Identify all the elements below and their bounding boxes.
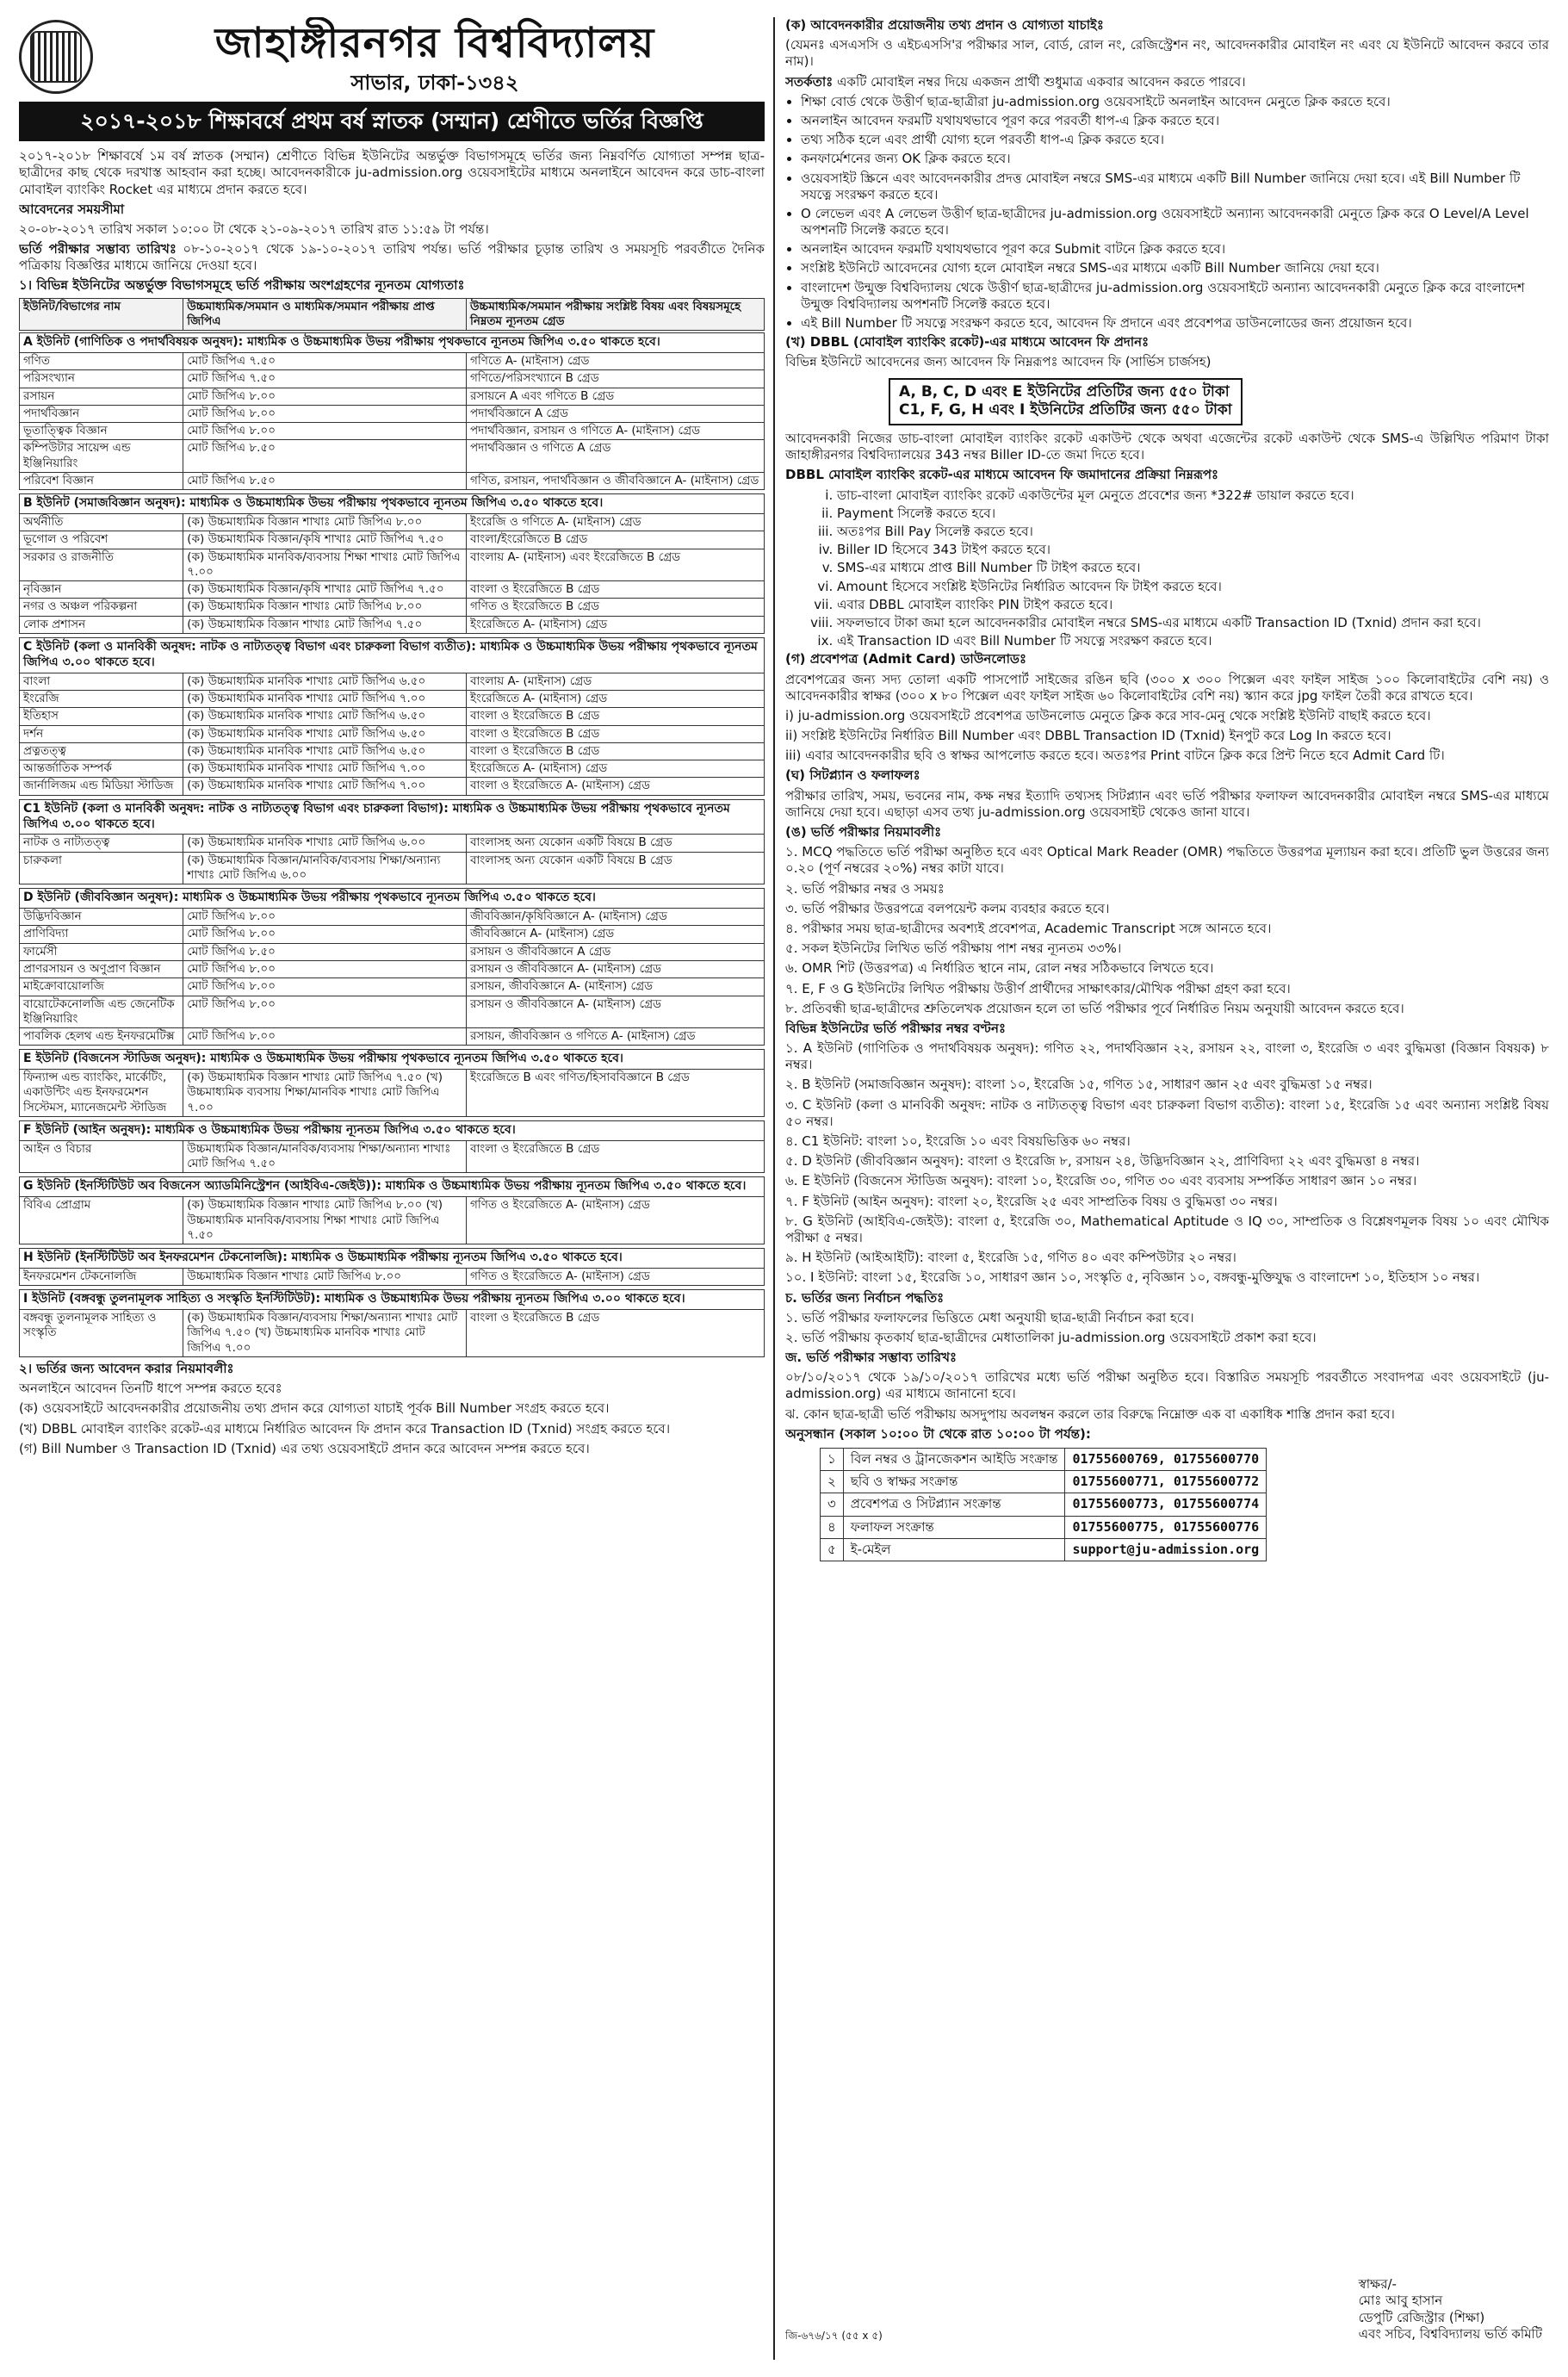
table-row: [20, 353, 765, 370]
unit-heading: E ইউনিট (বিজনেস স্টাডিজ অনুষদ): মাধ্যমিক ও উচ্চমাধ্যমিক উভয় পরীক্ষায় পৃথকভাবে ন্যূনতম জিপিএ ৩.৫০ থাকতে হবে।: [19, 1049, 765, 1069]
gpa-cell: মোট জিপিএ ৮.০০: [183, 388, 467, 405]
help-serial: ৪: [821, 1516, 844, 1538]
table-row: [20, 960, 765, 977]
table-row: [20, 691, 765, 708]
list-item: • সংশ্লিষ্ট ইউনিটে আবেদনের যোগ্য হলে মোবাইল নম্বরে SMS-এর মাধ্যমে একটি Bill Number জানিয়ে দেয়া হবে।: [801, 260, 1549, 276]
unit-block: [19, 799, 765, 885]
subject-grade-cell: বাংলাসহ অন্য যেকোন একটি বিষয়ে B গ্রেড: [466, 835, 764, 852]
exam-date-text: ০৮-১০-২০১৭ থেকে ১৯-১০-২০১৭ তারিখ পর্যন্ত। ভর্তি পরীক্ষার চূড়ান্ত তারিখ ও সময়সূচি পরবর্তীতে দৈনিক পত্রিকায় বিজ্ঞপ্তির মাধ্যমে জানিয়ে দেওয়া হবে।: [19, 241, 765, 274]
help-contact: 01755600769, 01755600770: [1065, 1449, 1267, 1471]
dept-name-cell: আইন ও বিচার: [20, 1140, 183, 1173]
table-row: [20, 760, 765, 778]
payment-step: iii. অতঃপর Bill Pay সিলেক্ট করতে হবে।: [837, 524, 1549, 540]
dept-name-cell: বিবিএ প্রোগ্রাম: [20, 1197, 183, 1244]
subject-grade-cell: রসায়ন, জীববিজ্ঞানে A- (মাইনাস) গ্রেড: [466, 978, 764, 996]
gpa-cell: মোট জিপিএ ৮.০০: [183, 960, 467, 977]
subject-grade-cell: গণিত ও ইংরেজিতে A- (মাইনাস) গ্রেড: [466, 1197, 764, 1244]
unit-block: [19, 1120, 765, 1173]
subject-grade-cell: গণিতে A- (মাইনাস) গ্রেড: [466, 353, 764, 370]
help-contact: 01755600773, 01755600774: [1065, 1493, 1267, 1516]
gpa-cell: মোট জিপিএ ৮.০০: [183, 996, 467, 1028]
marks-dist-line: ৩. C ইউনিট (কলা ও মানবিকী অনুষদ: নাটক ও নাট্যতত্ত্ব বিভাগ এবং চারুকলা বিভাগ ব্যতীত): বাংলা ১৫, ইংরেজি ১৫ এবং অন্যান্য সংশ্লিষ্ট বিষয় ৫০ নম্বর।: [785, 1096, 1549, 1129]
unit-heading: A ইউনিট (গাণিতিক ও পদার্থবিষয়ক অনুষদ): মাধ্যমিক ও উচ্চমাধ্যমিক উভয় পরীক্ষায় পৃথকভাবে ন্যূনতম জিপিএ ৩.৫০ থাকতে হবে।: [19, 332, 765, 352]
table-row: [20, 943, 765, 960]
subject-grade-cell: পদার্থবিজ্ঞান ও গণিতে A গ্রেড: [466, 440, 764, 473]
col-header-unit: ইউনিট/বিভাগের নাম: [20, 298, 183, 331]
signature-name: মোঃ আবু হাসান: [1358, 2293, 1443, 2309]
units-list: [19, 332, 765, 1357]
header: [19, 17, 765, 96]
table-row: [20, 514, 765, 531]
help-topic: ই-মেইল: [843, 1538, 1065, 1561]
apply-rule-line: অনলাইনে আবেদন তিনটি ধাপে সম্পন্ন করতে হবেঃ: [19, 1381, 282, 1397]
unit-heading: H ইউনিট (ইনস্টিটিউট অব ইনফরমেশন টেকনোলজি): মাধ্যমিক ও উচ্চমাধ্যমিক পরীক্ষায় ন্যূনতম জিপিএ ৩.৫০ থাকতে হবে।: [19, 1248, 765, 1268]
unit-table: [19, 1069, 765, 1117]
subject-grade-cell: ইংরেজি ও গণিতে A- (মাইনাস) গ্রেড: [466, 514, 764, 531]
gpa-cell: (ক) উচ্চমাধ্যমিক বিজ্ঞান/মানবিক/ব্যবসায় শিক্ষা/অন্যান্য শাখাঃ মোট জিপিএ ৬.০০: [183, 852, 467, 884]
help-contact: 01755600775, 01755600776: [1065, 1516, 1267, 1538]
list-item: • শিক্ষা বোর্ড থেকে উত্তীর্ণ ছাত্র-ছাত্রীরা ju-admission.org ওয়েবসাইটে অনলাইন আবেদন মেনুতে ক্লিক করতে হবে।: [801, 94, 1549, 110]
gpa-cell: উচ্চমাধ্যমিক বিজ্ঞান/মানবিক/ব্যবসায় শিক্ষা/অন্যান্য শাখাঃ মোট জিপিএ ৭.৫০: [183, 1140, 467, 1173]
col-header-gpa: উচ্চমাধ্যমিক/সমমান ও মাধ্যমিক/সমমান পরীক্ষায় প্রাপ্ত জিপিএ: [183, 298, 467, 331]
dept-name-cell: কম্পিউটার সায়েন্স এন্ড ইঞ্জিনিয়ারিং: [20, 440, 183, 473]
unit-block: [19, 332, 765, 490]
gpa-cell: (ক) উচ্চমাধ্যমিক বিজ্ঞান শাখাঃ মোট জিপিএ ৮.০০ (খ) উচ্চমাধ্যমিক মানবিক/ব্যবসায় শিক্ষা শাখাঃ মোট জিপিএ ৭.৫০: [183, 1197, 467, 1244]
gpa-cell: (ক) উচ্চমাধ্যমিক মানবিক শাখাঃ মোট জিপিএ ৬.৫০: [183, 708, 467, 725]
subject-grade-cell: জীববিজ্ঞান/কৃষিবিজ্ঞানে A- (মাইনাস) গ্রেড: [466, 909, 764, 926]
dept-name-cell: রসায়ন: [20, 388, 183, 405]
dept-name-cell: ইতিহাস: [20, 708, 183, 725]
list-item: • O লেভেল এবং A লেভেল উত্তীর্ণ ছাত্র-ছাত্রীদের ju-admission.org ওয়েবসাইটে অন্যান্য আবেদনকারী মেনুতে ক্লিক করে O Level/A Level অপশনটি সিলেক্ট করতে হবে।: [801, 206, 1549, 239]
apply-rule-line: (গ) Bill Number ও Transaction ID (Txnid) এর তথ্য ওয়েবসাইটে প্রদান করে আবেদন সম্পন্ন করতে হবে।: [19, 1440, 590, 1456]
university-address: সাভার, ঢাকা-১৩৪২: [350, 71, 519, 96]
gpa-cell: (ক) উচ্চমাধ্যমিক মানবিক/ব্যবসায় শিক্ষা শাখাঃ মোট জিপিএ ৭.০০: [183, 549, 467, 581]
admit-card-title: (গ) প্রবেশপত্র (Admit Card) ডাউনলোডঃ: [785, 651, 1026, 667]
table-row: [20, 388, 765, 405]
gpa-cell: মোট জিপিএ ৮.০০: [183, 926, 467, 943]
exam-rule-line: ৫. সকল ইউনিটের লিখিত ভর্তি পরীক্ষায় পাশ নম্বর ন্যূনতম ৩৩%।: [785, 940, 1122, 957]
exam-rule-line: ২. ভর্তি পরীক্ষার নম্বর ও সময়ঃ: [785, 880, 945, 897]
subject-grade-cell: বাংলা ও ইংরেজিতে B গ্রেড: [466, 725, 764, 742]
gpa-cell: (ক) উচ্চমাধ্যমিক মানবিক শাখাঃ মোট জিপিএ ৭.০০: [183, 691, 467, 708]
helpline-table: [820, 1448, 1267, 1561]
dept-name-cell: বাংলা: [20, 673, 183, 690]
table-row: [20, 778, 765, 795]
dept-name-cell: দর্শন: [20, 725, 183, 742]
help-topic: বিল নম্বর ও ট্রানজেকশন আইডি সংক্রান্ত: [843, 1449, 1065, 1471]
table-row: [20, 370, 765, 388]
subject-grade-cell: বাংলা ও ইংরেজিতে B গ্রেড: [466, 581, 764, 599]
subject-grade-cell: রসায়ন ও জীববিজ্ঞানে A গ্রেড: [466, 943, 764, 960]
dept-name-cell: পরিবেশ বিজ্ঞান: [20, 472, 183, 489]
gpa-cell: উচ্চমাধ্যমিক বিজ্ঞান শাখাঃ মোট জিপিএ ৮.০০: [183, 1269, 467, 1286]
subject-grade-cell: বাংলা ও ইংরেজিতে B গ্রেড: [466, 1310, 764, 1357]
dept-name-cell: পদার্থবিজ্ঞান: [20, 405, 183, 422]
table-row: [20, 708, 765, 725]
gpa-cell: (ক) উচ্চমাধ্যমিক বিজ্ঞান শাখাঃ মোট জিপিএ ৮.০০: [183, 514, 467, 531]
subject-grade-cell: বাংলা ও ইংরেজিতে B গ্রেড: [466, 1140, 764, 1173]
table-row: [20, 405, 765, 422]
admit-card-line: প্রবেশপত্রের জন্য সদ্য তোলা একটি পাসপোর্ট সাইজের রঙিন ছবি (৩০০ x ৩০০ পিক্সেল এবং ফাইল সাইজ ১০০ কিলোবাইটের বেশি নয়) ও আবেদনকারীর স্বাক্ষর (৩০০ x ৮০ পিক্সেল এবং ফাইল সাইজ ৬০ কিলোবাইটের বেশি নয়) স্ক্যান করে jpg ফাইল তৈরী করে রাখতে হবে।: [785, 671, 1549, 704]
unit-table: [19, 513, 765, 634]
help-topic: ছবি ও স্বাক্ষর সংক্রান্ত: [843, 1471, 1065, 1493]
payment-step: i. ডাচ-বাংলা মোবাইল ব্যাংকিং রকেট একাউন্টের মূল মেনুতে প্রবেশের জন্য *322# ডায়াল করতে হবে।: [837, 487, 1549, 504]
payment-step: ii. Payment সিলেক্ট করতে হবে।: [837, 506, 1549, 522]
dept-name-cell: উদ্ভিদবিজ্ঞান: [20, 909, 183, 926]
notice-title: ২০১৭-২০১৮ শিক্ষাবর্ষে প্রথম বর্ষ স্নাতক (সম্মান) শ্রেণীতে ভর্তির বিজ্ঞপ্তি: [19, 102, 765, 141]
possible-date-text: ০৮/১০/২০১৭ থেকে ১৯/১০/২০১৭ তারিখের মধ্যে ভর্তি পরীক্ষা অনুষ্ঠিত হবে। বিস্তারিত সময়সূচি পরবর্তীতে সংবাদপত্র এবং ওয়েবসাইটে (ju-admission.org) এর মাধ্যমে জানানো হবে।: [785, 1369, 1549, 1402]
exam-rule-line: ৮. প্রতিবন্ধী ছাত্র-ছাত্রীদের শ্রুতিলেখক প্রয়োজন হলে তা ভর্তি পরীক্ষার পূর্বে নির্ধারিত নিয়ম অনুযায়ী আবেদন করতে হবে।: [785, 1000, 1404, 1016]
gpa-cell: (ক) উচ্চমাধ্যমিক মানবিক শাখাঃ মোট জিপিএ ৬.৫০: [183, 673, 467, 690]
table-row: [20, 1028, 765, 1046]
selection-title: চ. ভর্তির জন্য নির্বাচন পদ্ধতিঃ: [785, 1289, 945, 1306]
unit-table: [19, 908, 765, 1046]
eligibility-title: ১। বিভিন্ন ইউনিটের অন্তর্ভুক্ত বিভাগসমূহে ভর্তি পরীক্ষায় অংশগ্রহণের ন্যূনতম যোগ্যতাঃ: [19, 277, 465, 294]
left-column: [19, 17, 775, 2360]
marks-dist-line: ৯. H ইউনিট (আইআইটি): বাংলা ৫, ইংরেজি ১৫, গণিত ৪০ এবং কম্পিউটার ২০ নম্বর।: [785, 1250, 1236, 1266]
table-row: [821, 1449, 1267, 1471]
dept-name-cell: জার্নালিজম এন্ড মিডিয়া স্টাডিজ: [20, 778, 183, 795]
table-row: [821, 1471, 1267, 1493]
table-row: [20, 1269, 765, 1286]
unit-heading: I ইউনিট (বঙ্গবন্ধু তুলনামূলক সাহিত্য ও সংস্কৃতি ইনস্টিটিউট): মাধ্যমিক ও উচ্চমাধ্যমিক উভয় পরীক্ষায় ন্যূনতম জিপিএ ৩.০০ থাকতে হবে।: [19, 1289, 765, 1309]
table-row: [821, 1516, 1267, 1538]
table-row: [20, 440, 765, 473]
gpa-cell: (ক) উচ্চমাধ্যমিক মানবিক শাখাঃ মোট জিপিএ ৭.০০: [183, 778, 467, 795]
table-row: [20, 599, 765, 616]
exam-date-label: ভর্তি পরীক্ষার সম্ভাব্য তারিখঃ: [19, 241, 177, 258]
subject-grade-cell: ইংরেজিতে A- (মাইনাস) গ্রেড: [466, 760, 764, 778]
table-row: [20, 909, 765, 926]
gpa-cell: (ক) উচ্চমাধ্যমিক বিজ্ঞান/কৃষি শাখাঃ মোট জিপিএ ৭.৫০: [183, 531, 467, 549]
dept-name-cell: ফিন্যান্স এন্ড ব্যাংকিং, মার্কেটিং, একাউন্টিং এন্ড ইনফরমেশন সিস্টেমস, ম্যানেজমেন্ট স্টাডিজ: [20, 1070, 183, 1117]
subject-grade-cell: বাংলা ও ইংরেজিতে B গ্রেড: [466, 708, 764, 725]
possible-date-title: জ. ভর্তি পরীক্ষার সম্ভাব্য তারিখঃ: [785, 1350, 958, 1366]
table-row: [20, 852, 765, 884]
admit-card-line: ii) সংশ্লিষ্ট ইউনিটের নির্ধারিত Bill Number এবং DBBL Transaction ID (Txnid) ইনপুট করে Log In করতে হবে।: [785, 728, 1391, 744]
unit-table: [19, 1196, 765, 1244]
unit-heading: C1 ইউনিট (কলা ও মানবিকী অনুষদ: নাটক ও নাট্যতত্ত্ব বিভাগ এবং চারুকলা বিভাগ): মাধ্যমিক ও উচ্চমাধ্যমিক উভয় পরীক্ষায় পৃথকভাবে ন্যূনতম জিপিএ ৩.০০ থাকতে হবে।: [19, 799, 765, 835]
unit-table: [19, 1140, 765, 1174]
list-item: • অনলাইন আবেদন ফরমটি যথাযথভাবে পূরণ করে পরবর্তী ধাপ-এ ক্লিক করতে হবে।: [801, 113, 1549, 129]
list-item: • অনলাইন আবেদন ফরমটি যথাযথভাবে পূরণ করে Submit বাটনে ক্লিক করতে হবে।: [801, 241, 1549, 258]
unit-heading: F ইউনিট (আইন অনুষদ): মাধ্যমিক ও উচ্চমাধ্যমিক উভয় পরীক্ষায় ন্যূনতম জিপিএ ৩.৫০ থাকতে হবে।: [19, 1120, 765, 1140]
table-row: [20, 926, 765, 943]
fee-label: বিভিন্ন ইউনিটে আবেদনের জন্য আবেদন ফি নিম্নরূপঃ আবেদন ফি (সার্ভিস চার্জসহ): [785, 354, 1212, 370]
payment-step: vii. এবার DBBL মোবাইল ব্যাংকিং PIN টাইপ করতে হবে।: [837, 597, 1549, 613]
unit-table: [19, 673, 765, 796]
marks-dist-line: ৮. G ইউনিট (আইবিএ-জেইউ): বাংলা ৫, ইংরেজি ৩০, Mathematical Aptitude ও IQ ৩০, সাম্প্রতিক ও বিশ্লেষণমূলক বিষয় ১০ এবং মৌখিক পরীক্ষা ৫ নম্বর।: [785, 1213, 1549, 1245]
seatplan-text: পরীক্ষার তারিখ, সময়, ভবনের নাম, কক্ষ নম্বর ইত্যাদি তথ্যসহ সিটপ্ল্যান এবং ভর্তি পরীক্ষার ফলাফল আবেদনকারীর মোবাইল নম্বরে SMS-এর মাধ্যমে জানিয়ে দেয়া হবে। এছাড়া এসব তথ্য ju-admission.org ওয়েবসাইট থেকেও জানা যাবে।: [785, 787, 1549, 820]
list-item: • এই Bill Number টি সযত্নে সংরক্ষণ করতে হবে, আবেদন ফি প্রদানে এবং প্রবেশপত্র ডাউনলোডের জন্য প্রয়োজন হবে।: [801, 315, 1549, 332]
help-topic: ফলাফল সংক্রান্ত: [843, 1516, 1065, 1538]
gpa-cell: মোট জিপিএ ৮.৫০: [183, 440, 467, 473]
dept-name-cell: প্রাণরসায়ন ও অণুপ্রাণ বিজ্ঞান: [20, 960, 183, 977]
period-text: ২০-০৮-২০১৭ তারিখ সকাল ১০:০০ টা থেকে ২১-০৯-২০১৭ তারিখ রাত ১১:৫৯ টা পর্যন্ত।: [19, 220, 489, 237]
intro-text: ২০১৭-২০১৮ শিক্ষাবর্ষে ১ম বর্ষ স্নাতক (সম্মান) শ্রেণীতে বিভিন্ন ইউনিটের অন্তর্ভুক্ত বিভাগসমূহে ভর্তির জন্য নিম্নবর্ণিত যোগ্যতা সম্পন্ন ছাত্র-ছাত্রীদের কাছ থেকে দরখাস্ত আহবান করা হচ্ছে। আবেদনকারীকে ju-admission.org ওয়েবসাইটের মাধ্যমে অনলাইনে আবেদন করে ডাচ-বাংলা মোবাইল ব্যাংকিং Rocket এর মাধ্যমে প্রদান করতে হবে।: [19, 148, 765, 197]
subject-grade-cell: গণিত ও ইংরেজিতে A- (মাইনাস) গ্রেড: [466, 1269, 764, 1286]
unit-block: [19, 888, 765, 1046]
table-row: [20, 1197, 765, 1244]
list-item: • বাংলাদেশ উন্মুক্ত বিশ্ববিদ্যালয় থেকে উত্তীর্ণ ছাত্র-ছাত্রীদের ju-admission.org ওয়েবসাইটে অন্যান্য আবেদনকারী মেনুতে ক্লিক করে বাংলাদেশ উন্মুক্ত বিশ্ববিদ্যালয় অপশনটি সিলেক্ট করতে হবে।: [801, 280, 1549, 313]
table-row: [821, 1538, 1267, 1561]
subject-grade-cell: ইংরেজিতে B এবং গণিত/হিসাববিজ্ঞানে B গ্রেড: [466, 1070, 764, 1117]
subject-grade-cell: বাংলায় A- (মাইনাস) এবং ইংরেজিতে B গ্রেড: [466, 549, 764, 581]
gpa-cell: (ক) উচ্চমাধ্যমিক বিজ্ঞান শাখাঃ মোট জিপিএ ৭.৫০ (খ) উচ্চমাধ্যমিক ব্যবসায় শিক্ষা/মানবিক শাখাঃ মোট জিপিএ ৭.০০: [183, 1070, 467, 1117]
payment-step: vi. Amount হিসেবে সংশ্লিষ্ট ইউনিটের নির্ধারিত আবেদন ফি টাইপ করতে হবে।: [837, 579, 1549, 595]
fee-text: আবেদনকারী নিজের ডাচ-বাংলা মোবাইল ব্যাংকিং রকেট একাউন্ট থেকে অথবা এজেন্টের রকেট একাউন্ট থেকে SMS-এ উল্লিখিত পরিমাণ টাকা জাহাঙ্গীরনগর বিশ্ববিদ্যালয়ের 343 নম্বর Biller ID-তে জমা দিতে হবে।: [785, 431, 1549, 463]
subject-grade-cell: বাংলাসহ অন্য যেকোন একটি বিষয়ে B গ্রেড: [466, 852, 764, 884]
gpa-cell: (ক) উচ্চমাধ্যমিক বিজ্ঞান শাখাঃ মোট জিপিএ ৮.০০: [183, 599, 467, 616]
table-row: [20, 1140, 765, 1173]
dept-name-cell: বায়োটেকনোলজি এন্ড জেনেটিক ইঞ্জিনিয়ারিং: [20, 996, 183, 1028]
info-text: (যেমনঃ এসএসসি ও এইচএসসি'র পরীক্ষার সাল, বোর্ড, রোল নং, রেজিস্ট্রেশন নং, আবেদনকারীর মোবাইল নং এবং যে ইউনিটে আবেদন করবে তার নাম)।: [785, 37, 1549, 70]
help-topic: প্রবেশপত্র ও সিটপ্ল্যান সংক্রান্ত: [843, 1493, 1065, 1516]
exam-rules-title: (ঙ) ভর্তি পরীক্ষার নিয়মাবলীঃ: [785, 824, 942, 840]
list-item: • কনফার্মেশনের জন্য OK ক্লিক করতে হবে।: [801, 151, 1549, 167]
admit-card-line: i) ju-admission.org ওয়েবসাইটে প্রবেশপত্র ডাউনলোড মেনুতে ক্লিক করে সাব-মেনু থেকে সংশ্লিষ্ট ইউনিট বাছাই করতে হবে।: [785, 707, 1431, 723]
unit-table: [19, 1268, 765, 1286]
exam-rule-line: ১. MCQ পদ্ধতিতে ভর্তি পরীক্ষা অনুষ্ঠিত হবে এবং Optical Mark Reader (OMR) পদ্ধতিতে উত্তরপত্র মূল্যায়ন করা হবে। প্রতিটি ভুল উত্তরের জন্য ০.২০ (পূর্ণ নম্বরের ২০%) নম্বর কাটা যাবে।: [785, 844, 1549, 877]
dept-name-cell: ইনফরমেশন টেকনোলজি: [20, 1269, 183, 1286]
admit-card-lines: [785, 672, 1549, 765]
dept-name-cell: প্রত্নতত্ত্ব: [20, 742, 183, 760]
signature-block: [1359, 2276, 1542, 2343]
unit-heading: C ইউনিট (কলা ও মানবিকী অনুষদ: নাটক ও নাট্যতত্ত্ব বিভাগ এবং চারুকলা বিভাগ ব্যতীত): মাধ্যমিক ও উচ্চমাধ্যমিক উভয় পরীক্ষায় পৃথকভাবে ন্যূনতম জিপিএ ৩.০০ থাকতে হবে।: [19, 637, 765, 673]
admit-card-line: iii) এবার আবেদনকারীর ছবি ও স্বাক্ষর আপলোড করতে হবে। অতঃপর Print বাটনে ক্লিক করে প্রিন্ট নিতে হবে Admit Card টি।: [785, 748, 1445, 764]
table-row: [821, 1493, 1267, 1516]
right-column: [785, 17, 1549, 2360]
helpline-intro: অনুসন্ধান (সকাল ১০:০০ টা থেকে রাত ১০:০০ টা পর্যন্ত):: [785, 1425, 1091, 1442]
gpa-cell: (ক) উচ্চমাধ্যমিক মানবিক শাখাঃ মোট জিপিএ ৬.৫০: [183, 725, 467, 742]
help-serial: ৫: [821, 1538, 844, 1561]
help-contact: 01755600771, 01755600772: [1065, 1471, 1267, 1493]
marks-dist-line: ৬. E ইউনিট (বিজনেস স্টাডিজ অনুষদ): বাংলা ১০, ইংরেজি ৩০, গণিত ৩০ এবং ব্যবসায় সম্পর্কিত সাধারণ জ্ঞান ১০ নম্বর।: [785, 1173, 1417, 1189]
payment-steps-title: DBBL মোবাইল ব্যাংকিং রকেট-এর মাধ্যমে আবেদন ফি জমাদানের প্রক্রিয়া নিম্নরূপঃ: [785, 467, 1219, 483]
marks-dist-line: ১. A ইউনিট (গাণিতিক ও পদার্থবিষয়ক অনুষদ): গণিত ২২, পদার্থবিজ্ঞান ২২, রসায়ন ২২, বাংলা ৩, ইংরেজি ৩ এবং বুদ্ধিমত্তা (বিজ্ঞান বিষয়ক) ৮ নম্বর।: [785, 1040, 1549, 1073]
penalty-text: ঝ. কোন ছাত্র-ছাত্রী ভর্তি পরীক্ষায় অসদুপায় অবলম্বন করলে তার বিরুদ্ধে নিম্নোক্ত এক বা একাধিক শাস্তি প্রদান করা হবে।: [785, 1406, 1395, 1422]
selection-line: ২. ভর্তি পরীক্ষায় কৃতকার্য ছাত্র-ছাত্রীদের মেধাতালিকা ju-admission.org ওয়েবসাইটে প্রকাশ করা হবে।: [785, 1329, 1317, 1345]
marks-dist-line: ৫. D ইউনিট (জীববিজ্ঞান অনুষদ): বাংলা ও ইংরেজি ৮, রসায়ন ২৪, উদ্ভিদবিজ্ঞান ২২, প্রাণিবিদ্যা ২২ এবং বুদ্ধিমত্তা ৪ নম্বর।: [785, 1153, 1420, 1170]
apply-rule-line: (খ) DBBL মোবাইল ব্যাংকিং রকেট-এর মাধ্যমে নির্ধারিত আবেদন ফি প্রদান করে Transaction ID (Txnid) সংগ্রহ করতে হবে।: [19, 1420, 671, 1437]
dept-name-cell: মাইক্রোবায়োলজি: [20, 978, 183, 996]
dept-name-cell: পরিসংখ্যান: [20, 370, 183, 388]
fee-title: (খ) DBBL (মোবাইল ব্যাংকিং রকেট)-এর মাধ্যমে আবেদন ফি প্রদানঃ: [785, 334, 1150, 351]
subject-grade-cell: পদার্থবিজ্ঞানে A গ্রেড: [466, 405, 764, 422]
subject-grade-cell: রসায়ন, জীববিজ্ঞান ও গণিতে A- (মাইনাস) গ্রেড: [466, 1028, 764, 1046]
gpa-cell: (ক) উচ্চমাধ্যমিক বিজ্ঞান শাখাঃ মোট জিপিএ ৭.৫০: [183, 616, 467, 633]
dept-name-cell: সরকার ও রাজনীতি: [20, 549, 183, 581]
logo-emblem-icon: [30, 31, 82, 83]
gpa-cell: মোট জিপিএ ৮.৫০: [183, 472, 467, 489]
apply-rules-title: ২। ভর্তির জন্য আবেদন করার নিয়মাবলীঃ: [19, 1361, 234, 1377]
gpa-cell: (ক) উচ্চমাধ্যমিক মানবিক শাখাঃ মোট জিপিএ ৬.৫০: [183, 742, 467, 760]
seatplan-title: (ঘ) সিটপ্ল্যান ও ফলাফলঃ: [785, 767, 920, 784]
dept-name-cell: পাবলিক হেলথ এন্ড ইনফরমেটিক্স: [20, 1028, 183, 1046]
gpa-cell: (ক) উচ্চমাধ্যমিক বিজ্ঞান/কৃষি শাখাঃ মোট জিপিএ ৭.৫০: [183, 581, 467, 599]
caution-title: সতর্কতাঃ: [785, 73, 834, 90]
subject-grade-cell: গণিত ও ইংরেজিতে B গ্রেড: [466, 599, 764, 616]
table-row: [20, 549, 765, 581]
table-row: [20, 725, 765, 742]
marks-dist-line: ২. B ইউনিট (সমাজবিজ্ঞান অনুষদ): বাংলা ১০, ইংরেজি ১৫, গণিত ১৫, সাধারণ জ্ঞান ২৫ এবং বুদ্ধিমত্তা ১৫ নম্বর।: [785, 1077, 1373, 1093]
dept-name-cell: বঙ্গবন্ধু তুলনামূলক সাহিত্য ও সংস্কৃতি: [20, 1310, 183, 1357]
gpa-cell: (ক) উচ্চমাধ্যমিক মানবিক শাখাঃ মোট জিপিএ ৭.০০: [183, 760, 467, 778]
payment-step: viii. সফলভাবে টাকা জমা হলে আবেদনকারীর মোবাইল নম্বরে SMS-এর মাধ্যমে একটি Transaction ID (Txnid) প্রদান করা হবে।: [837, 615, 1549, 631]
subject-grade-cell: জীববিজ্ঞানে A- (মাইনাস) গ্রেড: [466, 926, 764, 943]
selection-line: ১. ভর্তি পরীক্ষার ফলাফলের ভিত্তিতে মেধা অনুযায়ী ছাত্র-ছাত্রী নির্বাচন করা হবে।: [785, 1309, 1194, 1325]
gpa-cell: মোট জিপিএ ৮.৫০: [183, 943, 467, 960]
info-title: (ক) আবেদনকারীর প্রয়োজনীয় তথ্য প্রদান ও যোগ্যতা যাচাইঃ: [785, 17, 1104, 33]
marks-dist-line: ৪. C1 ইউনিট: বাংলা ১০, ইংরেজি ১০ এবং বিষয়ভিত্তিক ৬০ নম্বর।: [785, 1133, 1131, 1149]
dept-name-cell: নৃবিজ্ঞান: [20, 581, 183, 599]
marks-dist-title: বিভিন্ন ইউনিটের ভর্তি পরীক্ষার নম্বর বণ্টনঃ: [785, 1020, 1006, 1036]
apply-rules-lines: [19, 1381, 765, 1457]
dept-name-cell: ভূগোল ও পরিবেশ: [20, 531, 183, 549]
subject-grade-cell: রসায়নে A এবং গণিতে B গ্রেড: [466, 388, 764, 405]
unit-block: [19, 1049, 765, 1117]
university-name: জাহাঙ্গীরনগর বিশ্ববিদ্যালয়: [214, 19, 655, 67]
fee-line-2: C1, F, G, H এবং I ইউনিটের প্রতিটির জন্য ৫৫০ টাকা: [899, 401, 1232, 419]
marks-dist-line: ১০. I ইউনিট: বাংলা ১৫, ইংরেজি ১০, সাধারণ জ্ঞান ১০, সংস্কৃতি ৫, নৃবিজ্ঞান ১০, বঙ্গবন্ধু-মুক্তিযুদ্ধ ও বাংলাদেশ ১০, ইতিহাস ১০ নম্বর।: [785, 1269, 1480, 1286]
exam-rule-line: ৪. পরীক্ষার সময় ছাত্র-ছাত্রীদের অবশ্যই প্রবেশপত্র, Academic Transcript সঙ্গে আনতে হবে।: [785, 920, 1272, 936]
subject-grade-cell: গণিত, রসায়ন, পদার্থবিজ্ঞান ও জীববিজ্ঞানে A- (মাইনাস) গ্রেড: [466, 472, 764, 489]
dept-name-cell: ফার্মেসী: [20, 943, 183, 960]
subject-grade-cell: বাংলা/ইংরেজিতে B গ্রেড: [466, 531, 764, 549]
unit-block: [19, 1248, 765, 1286]
dept-name-cell: ভূতাত্ত্বিক বিজ্ঞান: [20, 423, 183, 440]
unit-block: [19, 1176, 765, 1244]
marks-dist-lines: [785, 1040, 1549, 1286]
caution-text: একটি মোবাইল নম্বর দিয়ে একজন প্রার্থী শুধুমাত্র একবার আবেদন করতে পারবে।: [837, 73, 1246, 90]
table-row: [20, 581, 765, 599]
table-row: [20, 472, 765, 489]
unit-block: [19, 493, 765, 634]
exam-rule-line: ৬. OMR শিট (উত্তরপত্র) এ নির্ধারিত স্থানে নাম, রোল নম্বর সঠিকভাবে লিখতে হবে।: [785, 960, 1214, 977]
subject-grade-cell: পদার্থবিজ্ঞান, রসায়ন ও গণিতে A- (মাইনাস) গ্রেড: [466, 423, 764, 440]
dept-name-cell: নাটক ও নাট্যতত্ত্ব: [20, 835, 183, 852]
subject-grade-cell: বাংলায় A- (মাইনাস) গ্রেড: [466, 673, 764, 690]
dept-name-cell: আন্তর্জাতিক সম্পর্ক: [20, 760, 183, 778]
payment-step: iv. Biller ID হিসেবে 343 টাইপ করতে হবে।: [837, 542, 1549, 558]
table-row: [20, 978, 765, 996]
unit-heading: G ইউনিট (ইনস্টিটিউট অব বিজনেস অ্যাডমিনিস্ট্রেশন (আইবিএ-জেইউ)): মাধ্যমিক ও উচ্চমাধ্যমিক উভয় পরীক্ষায় ন্যূনতম জিপিএ ৩.৫০ থাকতে হবে।: [19, 1176, 765, 1196]
payment-step: v. SMS-এর মাধ্যমে প্রাপ্ত Bill Number টি টাইপ করতে হবে।: [837, 560, 1549, 576]
unit-table: [19, 834, 765, 884]
list-item: • তথ্য সঠিক হলে এবং প্রার্থী যোগ্য হলে পরবর্তী ধাপ-এ ক্লিক করতে হবে।: [801, 132, 1549, 148]
gpa-cell: মোট জিপিএ ৮.০০: [183, 909, 467, 926]
subject-grade-cell: গণিতে/পরিসংখ্যানে B গ্রেড: [466, 370, 764, 388]
payment-steps: [837, 487, 1549, 650]
subject-grade-cell: ইংরেজিতে A- (মাইনাস) গ্রেড: [466, 691, 764, 708]
list-item: • ওয়েবসাইট স্ক্রিনে এবং আবেদনকারীর প্রদত্ত মোবাইল নম্বরে SMS-এর মাধ্যমে একটি Bill Number জানিয়ে দেয়া হবে। এই Bill Number টি সযত্নে সংরক্ষণ করতে হবে।: [801, 171, 1549, 203]
eligibility-table-header: [19, 298, 765, 332]
gpa-cell: মোট জিপিএ ৭.৫০: [183, 370, 467, 388]
subject-grade-cell: বাংলা ও ইংরেজিতে A- (মাইনাস) গ্রেড: [466, 778, 764, 795]
table-row: [20, 742, 765, 760]
marks-dist-line: ৭. F ইউনিট (আইন অনুষদ): বাংলা ২০, ইংরেজি ২৫ এবং সাম্প্রতিক বিষয় ও বুদ্ধিমত্তা ৩০ নম্বর।: [785, 1193, 1278, 1209]
subject-grade-cell: ইংরেজিতে A- (মাইনাস) গ্রেড: [466, 616, 764, 633]
signature-label: স্বাক্ষর/-: [1358, 2276, 1397, 2293]
help-serial: ১: [821, 1449, 844, 1471]
help-contact: support@ju-admission.org: [1065, 1538, 1267, 1561]
dept-name-cell: লোক প্রশাসন: [20, 616, 183, 633]
fee-line-1: A, B, C, D এবং E ইউনিটের প্রতিটির জন্য ৫৫০ টাকা: [899, 382, 1230, 400]
table-row: [20, 835, 765, 852]
olevel-bullets: [801, 206, 1549, 332]
dept-name-cell: অর্থনীতি: [20, 514, 183, 531]
exam-rules-lines: [785, 844, 1549, 1017]
dept-name-cell: গণিত: [20, 353, 183, 370]
unit-table: [19, 1309, 765, 1357]
dept-name-cell: প্রাণিবিদ্যা: [20, 926, 183, 943]
table-row: [20, 616, 765, 633]
subject-grade-cell: বাংলা ও ইংরেজিতে B গ্রেড: [466, 742, 764, 760]
dept-name-cell: নগর ও অঞ্চল পরিকল্পনা: [20, 599, 183, 616]
table-row: [20, 996, 765, 1028]
gpa-cell: মোট জিপিএ ৮.০০: [183, 978, 467, 996]
table-row: [20, 423, 765, 440]
footer-code: জি-৬৭৬/১৭ (৫৫ x ৫): [785, 2329, 883, 2342]
period-label: আবেদনের সময়সীমা: [19, 201, 125, 217]
unit-block: [19, 1289, 765, 1357]
subject-grade-cell: রসায়ন ও জীববিজ্ঞানে A- (মাইনাস) গ্রেড: [466, 960, 764, 977]
unit-heading: D ইউনিট (জীববিজ্ঞান অনুষদ): মাধ্যমিক ও উচ্চমাধ্যমিক উভয় পরীক্ষায় পৃথকভাবে ন্যূনতম জিপিএ ৩.৫০ থাকতে হবে।: [19, 888, 765, 908]
dept-name-cell: ইংরেজি: [20, 691, 183, 708]
exam-rule-line: ৩. ভর্তি পরীক্ষার উত্তরপত্রে বলপয়েন্ট কলম ব্যবহার করতে হবে।: [785, 900, 1110, 916]
help-serial: ৩: [821, 1493, 844, 1516]
col-header-subject: উচ্চমাধ্যমিক/সমমান পরীক্ষায় সংশ্লিষ্ট বিষয় এবং বিষয়সমূহে নিম্নতম ন্যূনতম গ্রেড: [466, 298, 764, 331]
gpa-cell: মোট জিপিএ ৮.০০: [183, 405, 467, 422]
dept-name-cell: চারুকলা: [20, 852, 183, 884]
subject-grade-cell: রসায়ন ও জীববিজ্ঞানে A- (মাইনাস) গ্রেড: [466, 996, 764, 1028]
unit-table: [19, 352, 765, 490]
board-bullets: [801, 94, 1549, 203]
unit-heading: B ইউনিট (সমাজবিজ্ঞান অনুষদ): মাধ্যমিক ও উচ্চমাধ্যমিক উভয় পরীক্ষায় পৃথকভাবে ন্যূনতম জিপিএ ৩.৫০ থাকতে হবে।: [19, 493, 765, 513]
exam-rule-line: ৭. E, F ও G ইউনিটের লিখিত পরীক্ষায় উত্তীর্ণ প্রার্থীদের সাক্ষাৎকার/মৌখিক পরীক্ষা গ্রহণ করা হবে।: [785, 980, 1291, 996]
gpa-cell: মোট জিপিএ ৭.৫০: [183, 353, 467, 370]
fee-box: [889, 378, 1243, 426]
help-serial: ২: [821, 1471, 844, 1493]
signature-title: ডেপুটি রেজিস্ট্রার (শিক্ষা): [1358, 2309, 1485, 2325]
apply-rule-line: (ক) ওয়েবসাইটে আবেদনকারীর প্রয়োজনীয় তথ্য প্রদান করে যোগ্যতা যাচাই পূর্বক Bill Number সংগ্রহ করতে হবে।: [19, 1400, 610, 1417]
selection-lines: [785, 1310, 1549, 1346]
signature-org: এবং সচিব, বিশ্ববিদ্যালয় ভর্তি কমিটি: [1358, 2325, 1542, 2342]
university-logo: [19, 20, 93, 94]
table-row: [20, 673, 765, 690]
gpa-cell: (ক) উচ্চমাধ্যমিক বিজ্ঞান/ব্যবসায় শিক্ষা/অন্যান্য শাখাঃ মোট জিপিএ ৭.৫০ (খ) উচ্চমাধ্যমিক মানবিক শাখাঃ মোট জিপিএ ৭.০০: [183, 1310, 467, 1357]
unit-block: [19, 637, 765, 796]
gpa-cell: (ক) উচ্চমাধ্যমিক মানবিক শাখাঃ মোট জিপিএ ৬.০০: [183, 835, 467, 852]
table-row: [20, 1310, 765, 1357]
gpa-cell: মোট জিপিএ ৮.০০: [183, 423, 467, 440]
table-row: [20, 1070, 765, 1117]
gpa-cell: মোট জিপিএ ৮.০০: [183, 1028, 467, 1046]
table-row: [20, 531, 765, 549]
payment-step: ix. এই Transaction ID এবং Bill Number টি সযত্নে সংরক্ষণ করতে হবে।: [837, 633, 1549, 649]
